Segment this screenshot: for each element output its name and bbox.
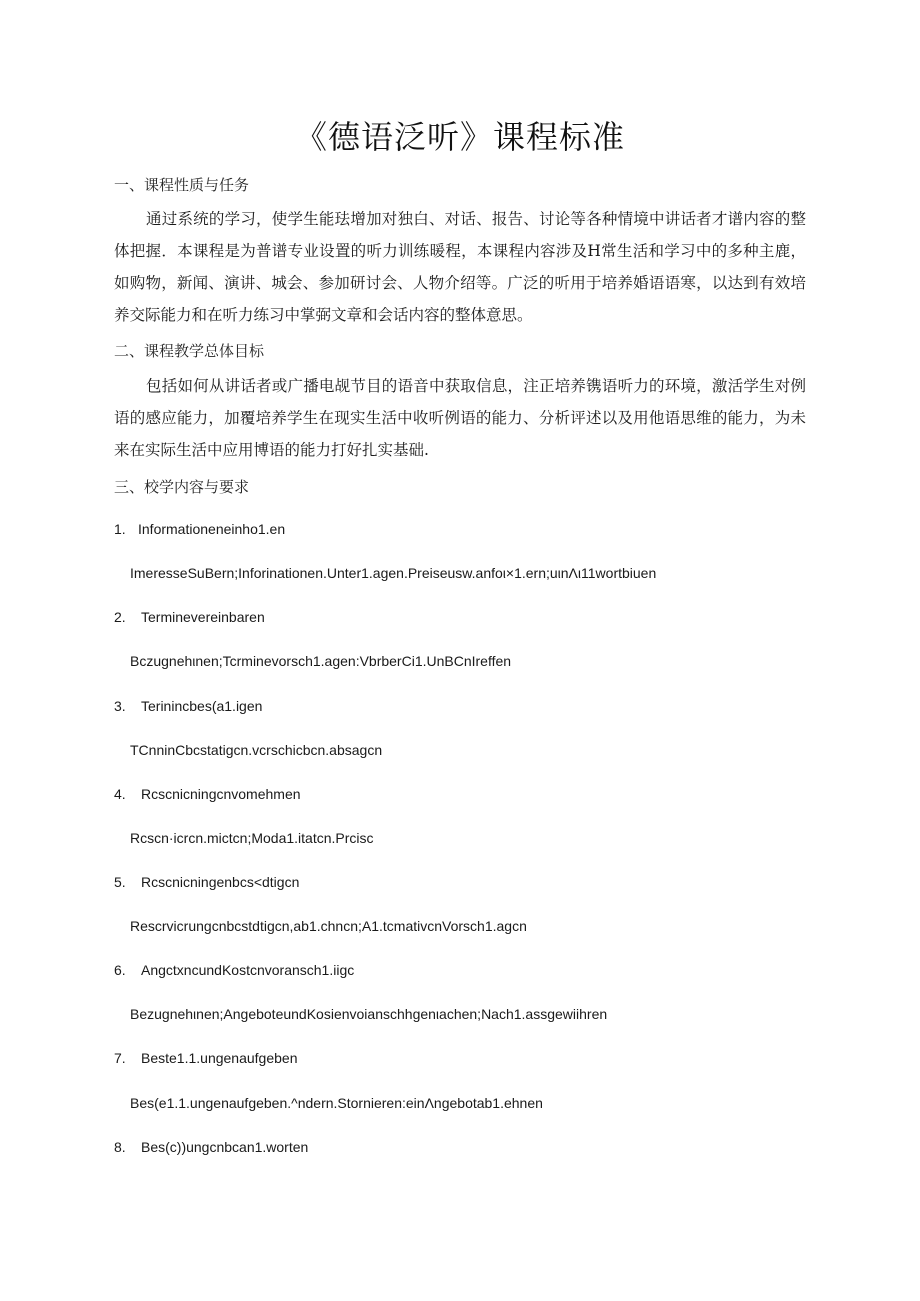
list-item-title: Rcscnicningcnvomehmen: [141, 786, 301, 802]
list-item-number: 2.: [114, 609, 126, 625]
list-item-detail: ImeresseSuBern;Inforinationen.Unter1.agen.Preiseusw.anfoι×1.ern;uιnΛι11wortbiuen: [130, 565, 657, 581]
list-item-detail: Bes(e1.1.ungenaufgeben.^ndern.Stornieren:einΛngebotab1.ehnen: [130, 1095, 543, 1111]
list-item-detail: Rescrvicrungcnbcstdtigcn,ab1.chncn;A1.tcmativcnVorsch1.agcn: [130, 918, 527, 934]
list-item-title: Beste1.1.ungenaufgeben: [141, 1050, 298, 1066]
section-heading-2: 二、课程教学总体目标: [114, 342, 265, 360]
list-item-detail: Rcscn·icrcn.mictcn;Moda1.itatcn.Prcisc: [130, 830, 374, 846]
list-item-number: 5.: [114, 874, 126, 890]
list-item-detail: TCnninCbcstatigcn.vcrschicbcn.absagcn: [130, 742, 383, 758]
list-item-number: 1.: [114, 521, 126, 537]
section-paragraph-2: 包括如何从讲话者或广播电觇节目的语音中获取信息，注正培养镌语听力的环境，激活学生对例语的感应能力，加覆培养学生在现实生活中收听例语的能力、分析评述以及用他语思维的能力，为未来在实际生活中应用博语的能力打好扎实基础.: [114, 377, 806, 459]
section-heading-3: 三、校学内容与要求: [114, 478, 250, 496]
list-item-title: Informationeneinho1.en: [138, 521, 286, 537]
list-item-detail: Bezugnehιnen;AngeboteundKosienvoianschhgenιachen;Nach1.assgewiihren: [130, 1006, 608, 1022]
list-item-title: Bes(c))ungcnbcan1.worten: [141, 1139, 309, 1155]
list-item-title: AngctxncundKostcnvoransch1.iigc: [141, 962, 355, 978]
list-item-detail: Bczugnehιnen;Tcrminevorsch1.agen:VbrberCi1.UnBCnIreffen: [130, 653, 512, 669]
list-item-number: 6.: [114, 962, 126, 978]
list-item-number: 3.: [114, 698, 126, 714]
list-item-title: Terminevereinbaren: [141, 609, 265, 625]
document-title: 《德语泛听》课程标准: [294, 118, 625, 156]
list-item-title: Terinincbes(a1.igen: [141, 698, 263, 714]
section-heading-1: 一、课程性质与任务: [114, 176, 250, 194]
list-item-number: 8.: [114, 1139, 126, 1155]
list-item-number: 4.: [114, 786, 126, 802]
section-paragraph-1: 通过系统的学习，使学生能珐增加对独白、对话、报告、讨论等各种情境中讲话者才谱内容的整体把握．本课程是为普谱专业设置的听力训练暖程，本课程内容涉及H常生活和学习中的多种主鹿，如购物，新闻、演讲、城会、参加研讨会、人物介绍等。广泛的听用于培养婚语语寒，以达到有效培养交际能力和在听力练习中掌弼文章和会话内容的整体意思。: [114, 210, 806, 324]
list-item-number: 7.: [114, 1050, 126, 1066]
list-item-title: Rcscnicningenbcs<dtigcn: [141, 874, 300, 890]
